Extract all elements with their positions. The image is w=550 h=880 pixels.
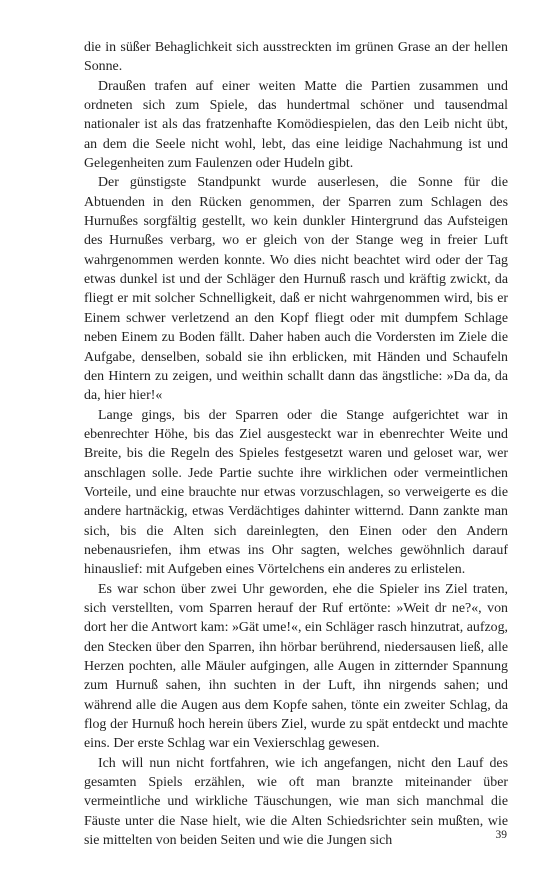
paragraph: Lange gings, bis der Sparren oder die Stange aufgerichtet war in ebenrechter Höhe, bis das Ziel ausgesteckt war in ebenrechter Weite und Breite, bis die Regeln des Spieles festgesetzt waren und geloset war, wer anschlagen solle. Jede Partie suchte ihre wirklichen oder vermeintlichen Vorteile, und eine brauchte nur etwas vorzuschlagen, so verweigerte es die andere hartnäckig, etwas Verdächtiges dahinter witternd. Dann zankte man sich, bis die Alten sich dareinlegten, den Einen oder den Andern nebenausriefen, ihm etwas ins Ohr sagten, welches gewöhnlich darauf hinauslief: mit Aufgeben eines Vörtelchens ein anderes zu erlistelen. [84,407,508,578]
paragraph: Ich will nun nicht fortfahren, wie ich angefangen, nicht den Lauf des gesamten Spiels erzählen, wie oft man branzte miteinander über vermeintliche und wirkliche Täuschungen, wie man sich manchmal die Fäuste unter die Nase hielt, wie die Alten Schiedsrichter sein mußten, wie sie mittelten von beiden Seiten und wie die Jungen sich [84,755,508,849]
page-number: 39 [495,829,507,841]
paragraph: Draußen trafen auf einer weiten Matte die Partien zusammen und ordneten sich zum Spiele, das hundertmal schöner und tausendmal nationaler ist als das fratzenhafte Komödiespielen, das den Leib nicht übt, an dem die Seele nicht wohl, lebt, das eine leidige Nachahmung ist und Gelegenheiten zum Faulenzen oder Hudeln gibt. [84,78,508,172]
paragraph: Es war schon über zwei Uhr geworden, ehe die Spieler ins Ziel traten, sich verstellten, vom Sparren herauf der Ruf ertönte: »Weit dr ne?«, von dort her die Antwort kam: »Gät ume!«, ein Schläger rasch hinzutrat, aufzog, den Stecken über den Sparren, ihn hörbar berührend, niedersausen ließ, alle Herzen pochten, alle Mäuler aufgingen, alle Augen in zitternder Spannung zum Hurnuß sahen, ihn suchten in der Luft, ihn nirgends sahen; und während alle die Augen aus dem Kopfe sahen, tönte ein zweiter Schlag, da flog der Hurnuß hoch herein übers Ziel, wurde zu spät entdeckt und machte eins. Der erste Schlag war ein Vexierschlag gewesen. [84,581,508,752]
paragraph: Der günstigste Standpunkt wurde auserlesen, die Sonne für die Abtuenden in den Rücken genommen, der Sparren zum Schlagen des Hurnußes sorgfältig gestellt, wo kein dunkler Hintergrund das Aufsteigen des Hurnußes verbarg, wo er gleich von der Stange weg in freier Luft wahrgenommen werden konnte. Wo dies nicht beachtet wird oder der Tag etwas dunkel ist und der Schläger den Hurnuß rasch und kräftig zwickt, da fliegt er mit solcher Schnelligkeit, daß er nicht wahrgenommen wird, bis er Einem schwer verletzend an den Kopf fliegt oder mit dumpfem Schlage neben Einem zu Boden fällt. Daher haben auch die Vordersten im Ziele die Aufgabe, denselben, sobald sie ihn erblicken, mit Händen und Schaufeln den Hintern zu zeigen, und weithin schallt dann das ängstliche: »Da da, da da, hier hier!« [84,175,508,404]
body-text [84,38,508,850]
paragraph-continued: die in süßer Behaglichkeit sich ausstreckten im grünen Grase an der hellen Sonne. [84,40,508,75]
